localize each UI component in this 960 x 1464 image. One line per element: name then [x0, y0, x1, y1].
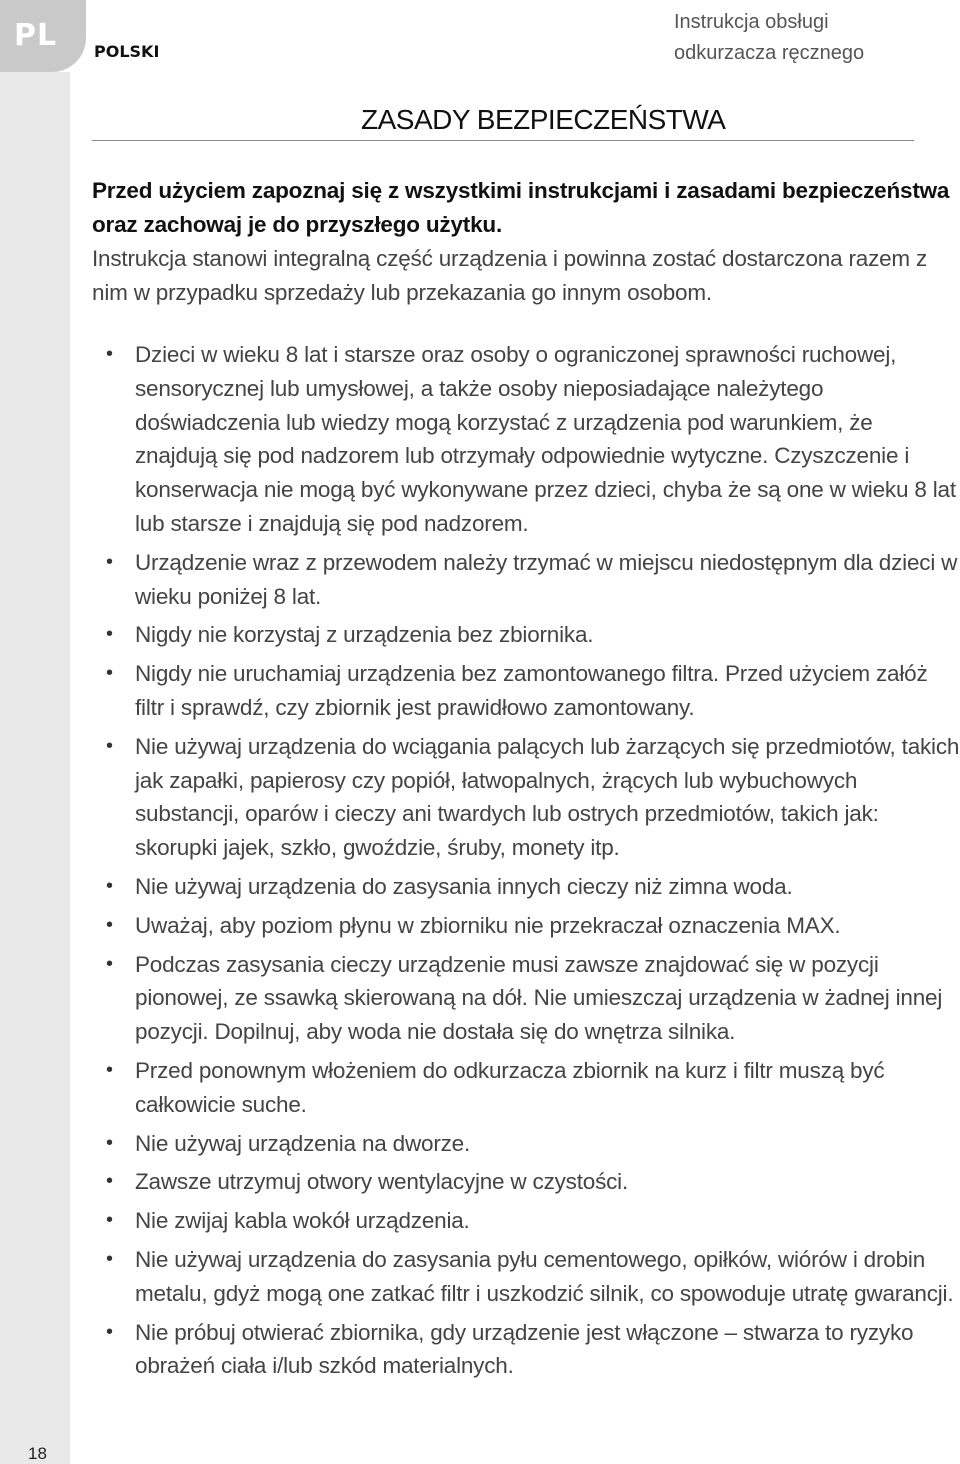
heading-divider: [92, 140, 914, 141]
safety-rule-text: Nie używaj urządzenia do wciągania palących lub żarzących się przedmiotów, takich jak zapałki, papierosy czy popiół, łatwopalnych, żrących lub wybuchowych substancji, oparów i cieczy ani twardych lub ostrych przedmiotów, takich jak: skorupki jajek, szkło, gwoździe, śruby, monety itp.: [135, 733, 960, 861]
intro-paragraph: [92, 174, 954, 310]
bullet-icon: •: [106, 913, 113, 936]
safety-rule-text: Nie używaj urządzenia do zasysania innych cieczy niż zimna woda.: [135, 873, 793, 899]
bullet-icon: •: [106, 874, 113, 897]
safety-rule-item: [92, 1204, 960, 1238]
document-title-line-1: Instrukcja obsługi: [674, 11, 829, 33]
safety-rule-item: [92, 338, 960, 541]
safety-rule-item: [92, 1054, 960, 1122]
safety-rule-item: [92, 1243, 960, 1311]
safety-rule-item: [92, 1165, 960, 1199]
bullet-icon: •: [106, 1209, 113, 1232]
bullet-icon: •: [106, 1058, 113, 1081]
intro-bold-text: Przed użyciem zapoznaj się z wszystkimi instrukcjami i zasadami bezpieczeństwa oraz zachowaj je do przyszłego użytku.: [92, 178, 950, 237]
safety-rule-text: Uważaj, aby poziom płynu w zbiorniku nie przekraczał oznaczenia MAX.: [135, 912, 841, 938]
safety-rule-item: [92, 1127, 960, 1161]
bullet-icon: •: [106, 952, 113, 975]
bullet-icon: •: [106, 550, 113, 573]
safety-rule-text: Urządzenie wraz z przewodem należy trzymać w miejscu niedostępnym dla dzieci w wieku poniżej 8 lat.: [135, 549, 958, 609]
safety-rule-text: Podczas zasysania cieczy urządzenie musi zawsze znajdować się w pozycji pionowej, ze ssawką skierowaną na dół. Nie umieszczaj urządzenia w żadnej innej pozycji. Dopilnuj, aby woda nie dostała się do wnętrza silnika.: [135, 951, 943, 1045]
bullet-icon: •: [106, 1320, 113, 1343]
document-title-line-2: odkurzacza ręcznego: [674, 42, 865, 64]
safety-rule-item: [92, 730, 960, 865]
safety-rule-item: [92, 618, 960, 652]
bullet-icon: •: [106, 343, 113, 365]
safety-rule-text: Nie używaj urządzenia do zasysania pyłu cementowego, opiłków, wiórów i drobin metalu, gdyż mogą one zatkać filtr i uszkodzić silnik, co spowoduje utratę gwarancji.: [135, 1246, 954, 1306]
bullet-icon: •: [106, 1170, 113, 1193]
safety-rule-text: Nie próbuj otwierać zbiornika, gdy urządzenie jest włączone – stwarza to ryzyko obrażeń ciała i/lub szkód materialnych.: [135, 1319, 914, 1379]
safety-rule-item: [92, 657, 960, 725]
bullet-icon: •: [106, 1131, 113, 1154]
safety-rule-text: Nigdy nie uruchamiaj urządzenia bez zamontowanego filtra. Przed użyciem załóż filtr i sprawdź, czy zbiornik jest prawidłowo zamontowany.: [135, 661, 928, 720]
intro-text: Instrukcja stanowi integralną część urządzenia i powinna zostać dostarczona razem z nim w przypadku sprzedaży lub przekazania go innym osobom.: [92, 246, 928, 305]
safety-rule-text: Nie używaj urządzenia na dworze.: [135, 1130, 471, 1156]
safety-rule-item: [92, 546, 960, 614]
safety-rule-text: Nie zwijaj kabla wokół urządzenia.: [135, 1208, 470, 1234]
safety-rule-text: Dzieci w wieku 8 lat i starsze oraz osoby o ograniczonej sprawności ruchowej, sensorycznej lub umysłowej, a także osoby nieposiadające należytego doświadczenia lub wiedzy mogą korzystać z urządzenia pod warunkiem, że znajdują się pod nadzorem lub otrzymały odpowiednie wytyczne. Czyszczenie i konserwacja nie mogą być wykonywane przez dzieci, chyba że są one w wieku 8 lat lub starsze i znajdują się pod nadzorem.: [135, 342, 956, 536]
safety-rule-text: Przed ponownym włożeniem do odkurzacza zbiornik na kurz i filtr muszą być całkowicie suche.: [135, 1057, 885, 1117]
bullet-icon: •: [106, 623, 113, 646]
language-code: PL: [14, 18, 58, 53]
safety-rule-text: Nigdy nie korzystaj z urządzenia bez zbiornika.: [135, 622, 594, 648]
language-tab: [0, 0, 86, 72]
safety-rule-item: [92, 948, 960, 1049]
safety-rule-item: [92, 909, 960, 943]
bullet-icon: •: [106, 734, 113, 757]
section-heading: ZASADY BEZPIECZEŃSTWA: [361, 104, 726, 135]
safety-rule-text: Zawsze utrzymuj otwory wentylacyjne w czystości.: [135, 1169, 629, 1195]
bullet-icon: •: [106, 662, 113, 685]
language-name: POLSKI: [94, 42, 160, 61]
side-margin-bar: [0, 72, 70, 1464]
safety-rules-list: [92, 338, 960, 1388]
page-number: 18: [28, 1444, 47, 1463]
bullet-icon: •: [106, 1247, 113, 1270]
safety-rule-item: [92, 870, 960, 904]
document-title: [674, 7, 914, 69]
safety-rule-item: [92, 1316, 960, 1384]
